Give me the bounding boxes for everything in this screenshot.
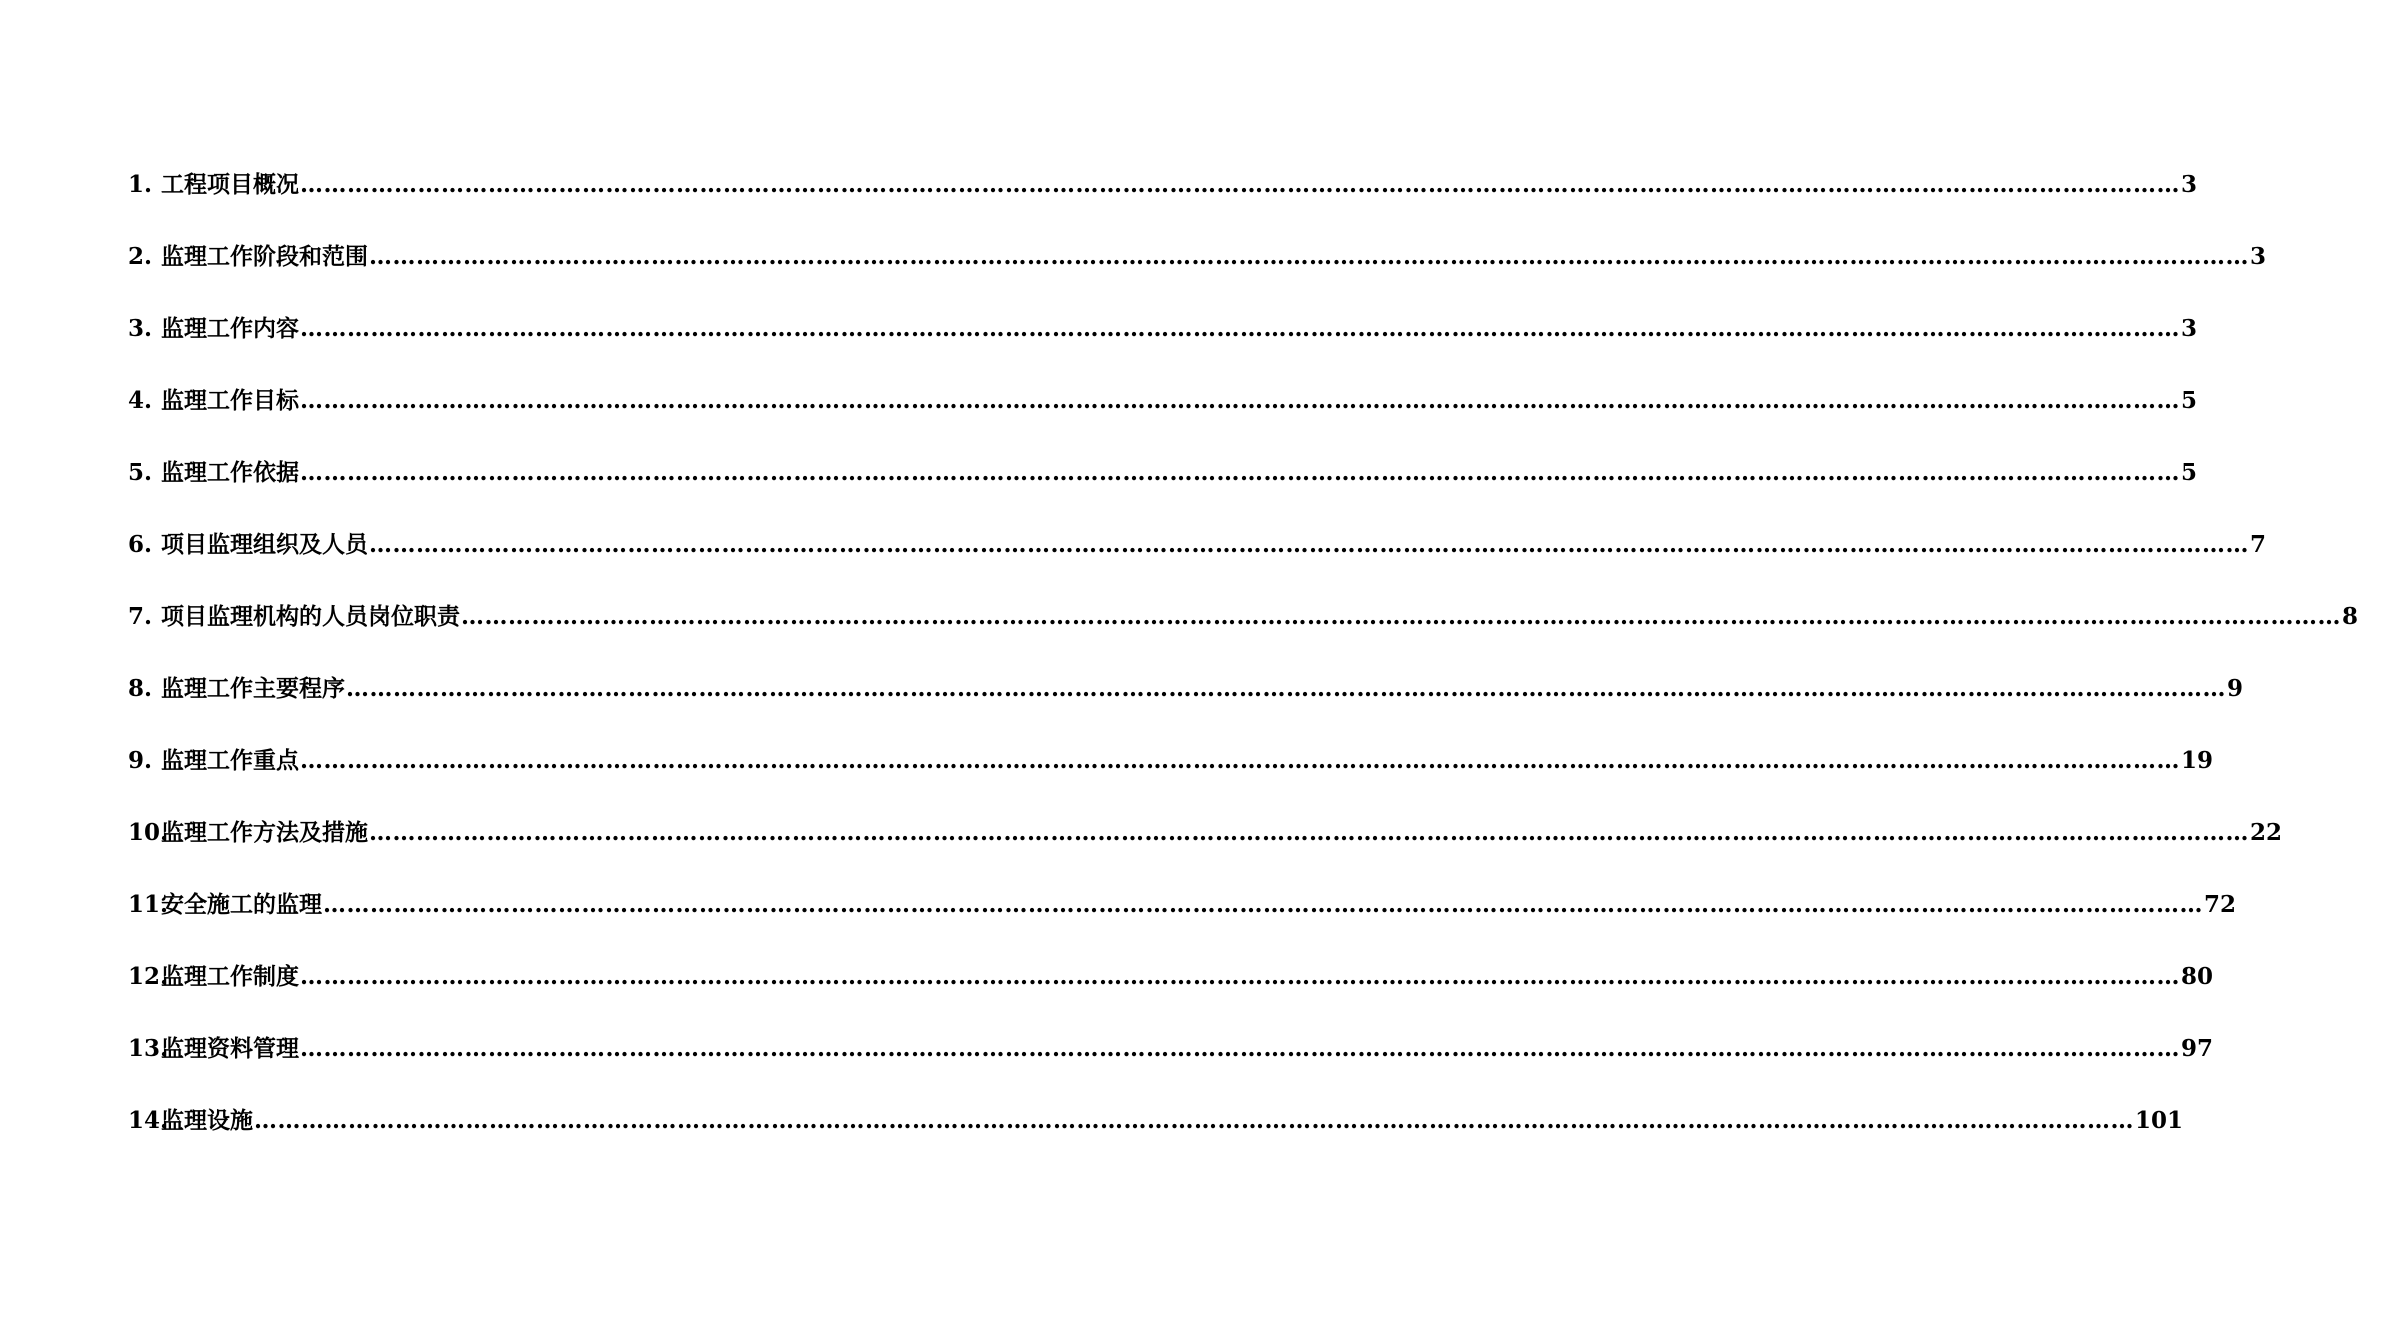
toc-entry[interactable] xyxy=(128,310,2198,382)
toc-entry-number: 9. xyxy=(128,747,153,774)
toc-entry[interactable] xyxy=(128,670,2244,742)
toc-dot-leader: …………………………………………………………………………………………………………………………………………………………………………………………………………………… xyxy=(300,171,2180,198)
toc-entry[interactable] xyxy=(128,526,2267,598)
toc-entry-title: 安全施工的监理 xyxy=(161,891,322,918)
toc-entry-number: 10. xyxy=(128,819,169,846)
toc-entry-number: 3. xyxy=(128,315,153,342)
toc-entry-title: 监理工作制度 xyxy=(161,963,299,990)
toc-entry-page: 7 xyxy=(2250,531,2267,558)
toc-entry[interactable] xyxy=(128,742,2214,814)
toc-entry-number: 11. xyxy=(128,891,169,918)
toc-entry-number: 12. xyxy=(128,963,169,990)
toc-entry-page: 3 xyxy=(2181,315,2198,342)
toc-entry-title: 监理工作依据 xyxy=(161,459,299,486)
toc-entry[interactable] xyxy=(128,958,2214,1030)
toc-dot-leader: …………………………………………………………………………………………………………………………………………………………………………………………………………………… xyxy=(323,891,2203,918)
toc-entry-page: 22 xyxy=(2250,819,2283,846)
toc-entry[interactable] xyxy=(128,1102,2184,1174)
toc-entry-number: 1. xyxy=(128,171,153,198)
toc-entry-number: 6. xyxy=(128,531,153,558)
toc-entry-title: 监理工作重点 xyxy=(161,747,299,774)
toc-entry-number: 7. xyxy=(128,603,153,630)
toc-entry-page: 97 xyxy=(2181,1035,2214,1062)
toc-entry-title: 项目监理组织及人员 xyxy=(161,531,368,558)
toc-entry[interactable] xyxy=(128,238,2267,310)
toc-entry-page: 3 xyxy=(2250,243,2267,270)
toc-entry-page: 101 xyxy=(2135,1107,2184,1134)
toc-entry-title: 工程项目概况 xyxy=(161,171,299,198)
toc-dot-leader: …………………………………………………………………………………………………………………………………………………………………………………………………………………… xyxy=(300,459,2180,486)
toc-entry-page: 19 xyxy=(2181,747,2214,774)
toc-entry-number: 14. xyxy=(128,1107,169,1134)
toc-entry-page: 72 xyxy=(2204,891,2237,918)
toc-entry-title: 监理资料管理 xyxy=(161,1035,299,1062)
toc-entry-title: 监理工作方法及措施 xyxy=(161,819,368,846)
toc-entry-number: 5. xyxy=(128,459,153,486)
toc-entry[interactable] xyxy=(128,454,2198,526)
toc-entry-number: 8. xyxy=(128,675,153,702)
toc-entry[interactable] xyxy=(128,1030,2214,1102)
toc-dot-leader: …………………………………………………………………………………………………………………………………………………………………………………………………………………… xyxy=(300,1035,2180,1062)
toc-entry-title: 监理工作内容 xyxy=(161,315,299,342)
table-of-contents xyxy=(128,166,2359,1174)
toc-entry-number: 13. xyxy=(128,1035,169,1062)
toc-dot-leader: …………………………………………………………………………………………………………………………………………………………………………………………………………………… xyxy=(369,531,2249,558)
toc-entry-page: 3 xyxy=(2181,171,2198,198)
toc-entry[interactable] xyxy=(128,166,2198,238)
toc-entry[interactable] xyxy=(128,382,2198,454)
toc-dot-leader: …………………………………………………………………………………………………………………………………………………………………………………………………………………… xyxy=(346,675,2226,702)
toc-entry-title: 监理设施 xyxy=(161,1107,253,1134)
toc-entry[interactable] xyxy=(128,598,2359,670)
toc-entry-title: 项目监理机构的人员岗位职责 xyxy=(161,603,460,630)
toc-dot-leader: …………………………………………………………………………………………………………………………………………………………………………………………………………………… xyxy=(300,963,2180,990)
toc-entry-page: 9 xyxy=(2227,675,2244,702)
toc-entry-page: 8 xyxy=(2342,603,2359,630)
toc-dot-leader: …………………………………………………………………………………………………………………………………………………………………………………………………………………… xyxy=(300,747,2180,774)
toc-entry-page: 80 xyxy=(2181,963,2214,990)
toc-dot-leader: …………………………………………………………………………………………………………………………………………………………………………………………………………………… xyxy=(254,1107,2134,1134)
toc-dot-leader: …………………………………………………………………………………………………………………………………………………………………………………………………………………… xyxy=(461,603,2341,630)
toc-entry-page: 5 xyxy=(2181,387,2198,414)
toc-entry-number: 2. xyxy=(128,243,153,270)
toc-dot-leader: …………………………………………………………………………………………………………………………………………………………………………………………………………………… xyxy=(369,243,2249,270)
toc-entry-page: 5 xyxy=(2181,459,2198,486)
toc-entry[interactable] xyxy=(128,814,2283,886)
toc-dot-leader: …………………………………………………………………………………………………………………………………………………………………………………………………………………… xyxy=(300,315,2180,342)
toc-entry[interactable] xyxy=(128,886,2237,958)
toc-entry-title: 监理工作目标 xyxy=(161,387,299,414)
toc-entry-title: 监理工作主要程序 xyxy=(161,675,345,702)
toc-dot-leader: …………………………………………………………………………………………………………………………………………………………………………………………………………………… xyxy=(369,819,2249,846)
toc-entry-title: 监理工作阶段和范围 xyxy=(161,243,368,270)
toc-dot-leader: …………………………………………………………………………………………………………………………………………………………………………………………………………………… xyxy=(300,387,2180,414)
toc-entry-number: 4. xyxy=(128,387,153,414)
